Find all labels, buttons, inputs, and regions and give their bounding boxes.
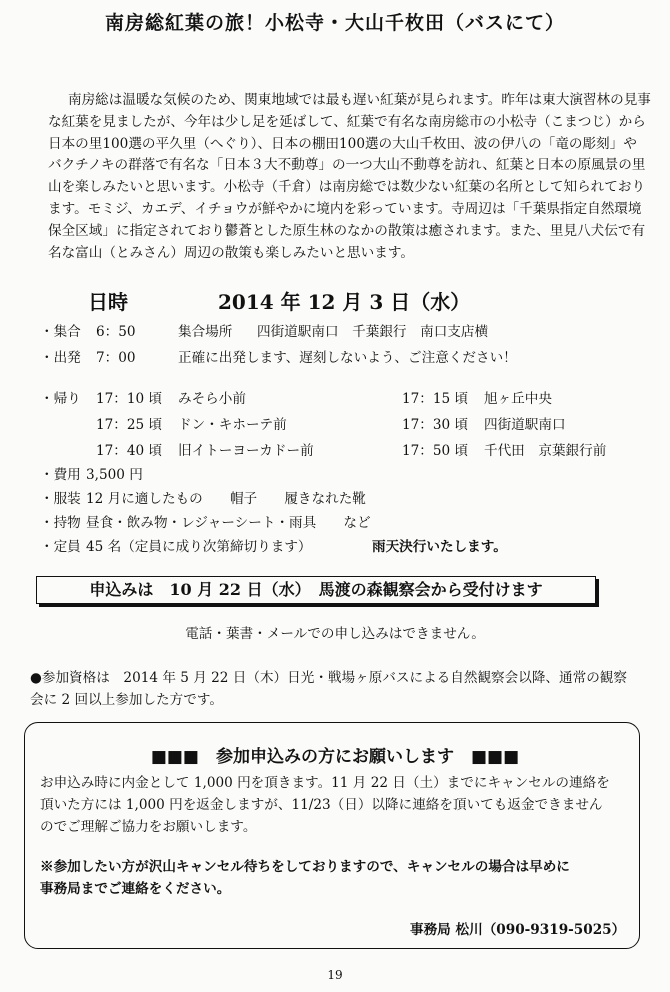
return-stop: 旭ヶ丘中央 xyxy=(484,391,552,407)
intro-line: ます。モミジ、カエデ、イチョウが鮮やかに境内を彩っています。寺周辺は「千葉県指定自然環境 xyxy=(48,200,642,217)
return-label: ・帰り xyxy=(40,391,81,407)
qualification-line: 会に 2 回以上参加した方です。 xyxy=(30,692,223,708)
clothing-value: 12 月に適したもの 帽子 履きなれた靴 xyxy=(86,491,366,507)
gather-place: 四街道駅南口 千葉銀行 南口支店横 xyxy=(257,324,489,340)
cost-value: 3,500 円 xyxy=(86,467,143,483)
application-note: 電話・葉書・メールでの申し込みはできません。 xyxy=(185,626,485,642)
rain-note: 雨天決行いたします。 xyxy=(372,539,507,555)
request-body xyxy=(40,772,630,900)
intro-line: 日本の里100選の平久里（へぐり）、日本の棚田100選の大山千枚田、波の伊八の「竜の彫刻」や xyxy=(48,135,637,152)
gather-place-label: 集合場所 xyxy=(178,324,233,340)
request-heading: ■■■ 参加申込みの方にお願いします ■■■ xyxy=(150,747,520,767)
items-label: ・持物 xyxy=(40,515,81,531)
request-note-line: 事務局までご連絡をください。 xyxy=(40,881,231,897)
intro-line: 山を楽しみたいと思います。小松寺（千倉）は南房総では数少ない紅葉の名所として知られており xyxy=(48,179,646,196)
return-time: 17：50 頃 xyxy=(402,443,469,459)
depart-time: 7：00 xyxy=(96,350,136,366)
request-line: のでご理解ご協力をお願いします。 xyxy=(40,819,257,835)
date-label: 日時 xyxy=(88,290,128,314)
request-line: 頂いた方には 1,000 円を返金しますが、11/23（日）以降に連絡を頂いても返金できません xyxy=(40,797,603,813)
items-value: 昼食・飲み物・レジャーシート・雨具 など xyxy=(86,515,371,531)
contact: 事務局 松川（090-9319-5025） xyxy=(410,922,626,938)
gather-time: 6：50 xyxy=(96,324,136,340)
clothing-label: ・服装 xyxy=(40,491,81,507)
return-time: 17：40 頃 xyxy=(96,443,163,459)
intro-line: 保全区域」に指定されており鬱蒼とした原生林のなかの散策は癒されます。また、里見八犬伝で有 xyxy=(48,222,646,239)
return-time: 17：30 頃 xyxy=(402,417,469,433)
return-stop: 千代田 京葉銀行前 xyxy=(484,443,607,459)
return-stop: みそら小前 xyxy=(178,391,246,407)
return-stop: 旧イトーヨーカドー前 xyxy=(178,443,314,459)
cost-label: ・費用 xyxy=(40,467,81,483)
return-stop: 四街道駅南口 xyxy=(484,417,566,433)
depart-note: 正確に出発します、遅刻しないよう、ご注意ください！ xyxy=(178,350,517,366)
return-time: 17：15 頃 xyxy=(402,391,469,407)
intro-paragraph xyxy=(48,90,651,264)
intro-line: バクチノキの群落で有名な「日本３大不動尊」の一つ大山不動尊を訪れ、紅葉と日本の原風景の里 xyxy=(48,157,646,174)
return-time: 17：25 頃 xyxy=(96,417,163,433)
intro-line: 南房総は温暖な気候のため、関東地域では最も遅い紅葉が見られます。昨年は東大演習林の見事 xyxy=(68,92,651,108)
request-note-line: ※参加したい方が沢山キャンセル待ちをしておりますので、キャンセルの場合は早めに xyxy=(40,859,570,875)
page-number: 19 xyxy=(327,968,343,982)
date-value: 2014 年 12 月 3 日（水） xyxy=(218,290,471,314)
capacity-value: 45 名（定員に成り次第締切ります） xyxy=(86,539,312,555)
application-box: 申込みは 10 月 22 日（水） 馬渡の森観察会から受付けます xyxy=(36,576,596,604)
return-stop: ドン・キホーテ前 xyxy=(178,417,287,433)
qualification-line: ●参加資格は 2014 年 5 月 22 日（木）日光・戦場ヶ原バスによる自然観察会以降、通常の観察 xyxy=(30,670,627,686)
intro-line: 名な富山（とみさん）周辺の散策も楽しみたいと思います。 xyxy=(48,244,414,261)
request-line: お申込み時に内金として 1,000 円を頂きます。11 月 22 日（土）までにキャンセルの連絡を xyxy=(40,775,610,791)
gather-label: ・集合 xyxy=(40,324,81,340)
capacity-label: ・定員 xyxy=(40,539,81,555)
return-time: 17：10 頃 xyxy=(96,391,163,407)
depart-label: ・出発 xyxy=(40,350,81,366)
page-title: 南房総紅葉の旅！小松寺・大山千枚田（バスにて） xyxy=(104,12,565,34)
intro-line: な紅葉を見ましたが、今年は少し足を延ばして、紅葉で有名な南房総市の小松寺（こまつじ）から xyxy=(48,113,646,130)
